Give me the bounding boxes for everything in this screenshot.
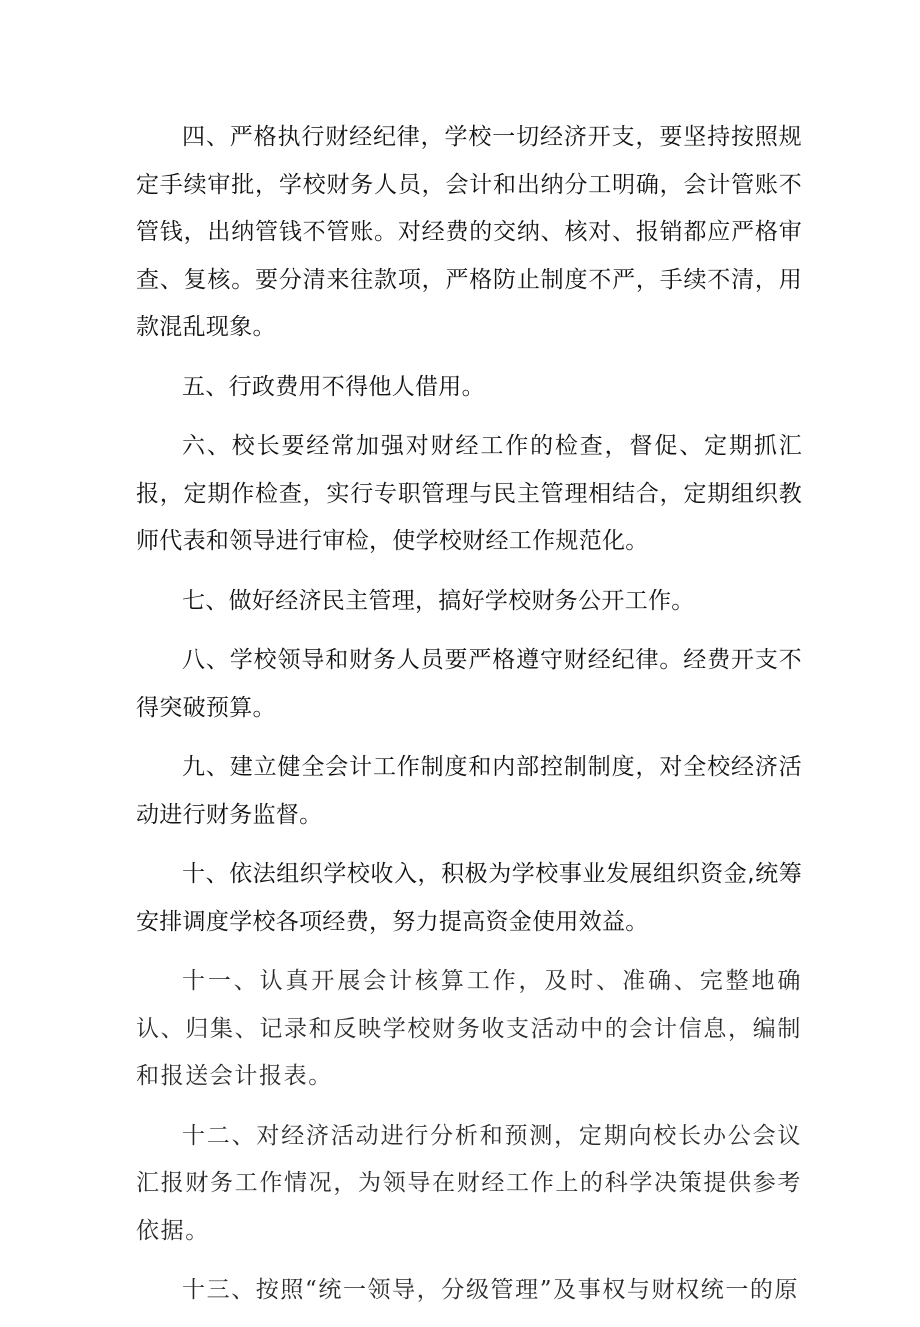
- paragraph-item-6: 六、校长要经常加强对财经工作的检查，督促、定期抓汇报，定期作检查，实行专职管理与民主管理相结合，定期组织教师代表和领导进行审检，使学校财经工作规范化。: [136, 433, 802, 554]
- paragraph-item-13: 十三、按照“统一领导，分级管理”及事权与财权统一的原: [182, 1277, 800, 1303]
- paragraph-item-10: 十、依法组织学校收入，积极为学校事业发展组织资金,统筹安排调度学校各项经费，努力提高资金使用效益。: [136, 861, 802, 935]
- paragraph-item-7: 七、做好经济民主管理，搞好学校财务公开工作。: [182, 587, 695, 614]
- paragraph-item-5: 五、行政费用不得他人借用。: [182, 373, 485, 400]
- document-body: [136, 114, 802, 1327]
- paragraph-item-4: 四、严格执行财经纪律，学校一切经济开支，要坚持按照规定手续审批，学校财务人员，会计和出纳分工明确，会计管账不管钱，出纳管钱不管账。对经费的交纳、核对、报销都应严格审查、复核。要分清来往款项，严格防止制度不严，手续不清，用款混乱现象。: [136, 124, 802, 340]
- paragraph-item-12: 十二、对经济活动进行分析和预测，定期向校长办公会议汇报财务工作情况，为领导在财经工作上的科学决策提供参考依据。: [136, 1122, 802, 1244]
- paragraph-item-8: 八、学校领导和财务人员要严格遵守财经纪律。经费开支不得突破预算。: [136, 647, 802, 721]
- paragraph-item-11: 十一、认真开展会计核算工作，及时、准确、完整地确认、归集、记录和反映学校财务收支活动中的会计信息，编制和报送会计报表。: [136, 968, 802, 1089]
- paragraph-item-9: 九、建立健全会计工作制度和内部控制制度，对全校经济活动进行财务监督。: [136, 754, 802, 828]
